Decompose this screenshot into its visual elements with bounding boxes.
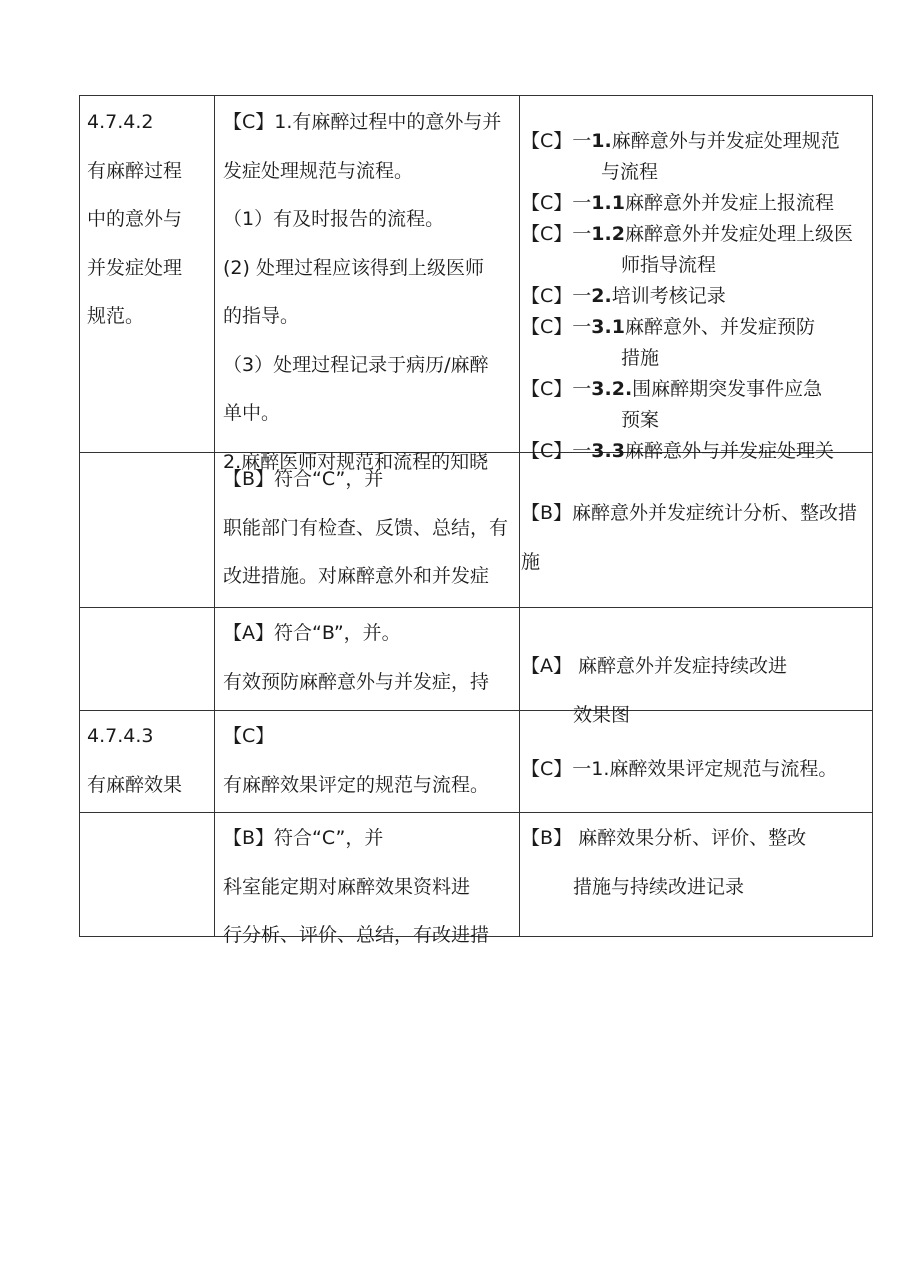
- standard-line: 有效预防麻醉意外与并发症，持: [223, 670, 490, 693]
- evidence-line: 【C】一2.培训考核记录: [521, 285, 726, 307]
- evidence-line: 预案: [621, 409, 660, 431]
- row-divider: [79, 812, 873, 813]
- standard-line: 有麻醉效果评定的规范与流程。: [223, 773, 490, 796]
- evidence-line: 【C】一1.1麻醉意外并发症上报流程: [521, 192, 834, 214]
- clause-line: 4.7.4.3: [87, 725, 154, 747]
- standard-line: (2) 处理过程应该得到上级医师: [223, 256, 484, 279]
- evidence-line: 施: [521, 550, 541, 573]
- evidence-line: 【B】麻醉意外并发症统计分析、整改措: [521, 502, 858, 524]
- clause-line: 有麻醉过程: [87, 159, 183, 182]
- standards-table: [79, 95, 873, 946]
- column-divider: [79, 95, 80, 937]
- standard-line: 【B】符合“C”，并: [223, 468, 384, 490]
- standard-line: 【B】符合“C”，并: [223, 827, 384, 849]
- evidence-line: 师指导流程: [621, 254, 717, 276]
- standard-cell: [223, 609, 518, 709]
- evidence-line: 措施与持续改进记录: [573, 875, 745, 898]
- standard-cell: [223, 814, 518, 946]
- evidence-line: 【C】一1.2麻醉意外并发症处理上级医: [521, 223, 853, 245]
- evidence-cell: [521, 489, 871, 606]
- evidence-line: 【B】 麻醉效果分析、评价、整改: [521, 827, 807, 849]
- clause-line: 4.7.4.2: [87, 111, 154, 133]
- clause-line: 规范。: [87, 305, 145, 327]
- standard-cell: [223, 712, 518, 811]
- standard-line: 职能部门有检查、反馈、总结，有: [223, 516, 509, 539]
- standard-line: 【A】符合“B”，并。: [223, 622, 401, 644]
- evidence-line: 【C】一3.1麻醉意外、并发症预防: [521, 316, 815, 338]
- evidence-cell: [521, 642, 871, 726]
- row-divider: [79, 607, 873, 608]
- row-divider: [79, 95, 873, 96]
- evidence-cell: [521, 814, 871, 935]
- standard-cell: [223, 98, 518, 473]
- column-divider: [214, 95, 215, 937]
- standard-line: 【C】: [223, 725, 275, 747]
- standard-line: 行分析、评价、总结，有改进措: [223, 924, 490, 946]
- standard-line: 改进措施。对麻醉意外和并发症: [223, 565, 490, 587]
- evidence-line: 【A】 麻醉意外并发症持续改进: [521, 655, 788, 677]
- evidence-line: 【C】一1.麻醉效果评定规范与流程。: [521, 758, 838, 780]
- evidence-cell: [521, 745, 871, 811]
- clause-cell: [87, 712, 212, 811]
- standard-line: 单中。: [223, 402, 281, 424]
- clause-line: 有麻醉效果: [87, 773, 183, 796]
- standard-line: （3）处理过程记录于病历/麻醉: [223, 353, 489, 376]
- standard-line: 【C】1.有麻醉过程中的意外与并: [223, 111, 502, 133]
- evidence-line: 与流程: [601, 161, 659, 183]
- standard-line: （1）有及时报告的流程。: [223, 208, 445, 230]
- standard-line: 发症处理规范与流程。: [223, 159, 414, 182]
- evidence-cell: [521, 126, 871, 462]
- standard-line: 科室能定期对麻醉效果资料进: [223, 875, 471, 898]
- standard-line: 2.麻醉医师对规范和流程的知晓: [223, 450, 489, 473]
- clause-line: 并发症处理: [87, 256, 183, 279]
- standard-line: 的指导。: [223, 305, 300, 327]
- clause-line: 中的意外与: [87, 208, 183, 230]
- evidence-line: 【C】一1.麻醉意外与并发症处理规范: [521, 130, 840, 152]
- clause-cell: [87, 98, 212, 451]
- evidence-line: 【C】一3.3麻醉意外与并发症处理关: [521, 440, 834, 462]
- evidence-line: 【C】一3.2.围麻醉期突发事件应急: [521, 378, 823, 400]
- standard-cell: [223, 455, 518, 606]
- evidence-line: 措施: [621, 347, 660, 369]
- evidence-line: 效果图: [573, 703, 631, 726]
- column-divider: [519, 95, 520, 937]
- column-divider: [872, 95, 873, 937]
